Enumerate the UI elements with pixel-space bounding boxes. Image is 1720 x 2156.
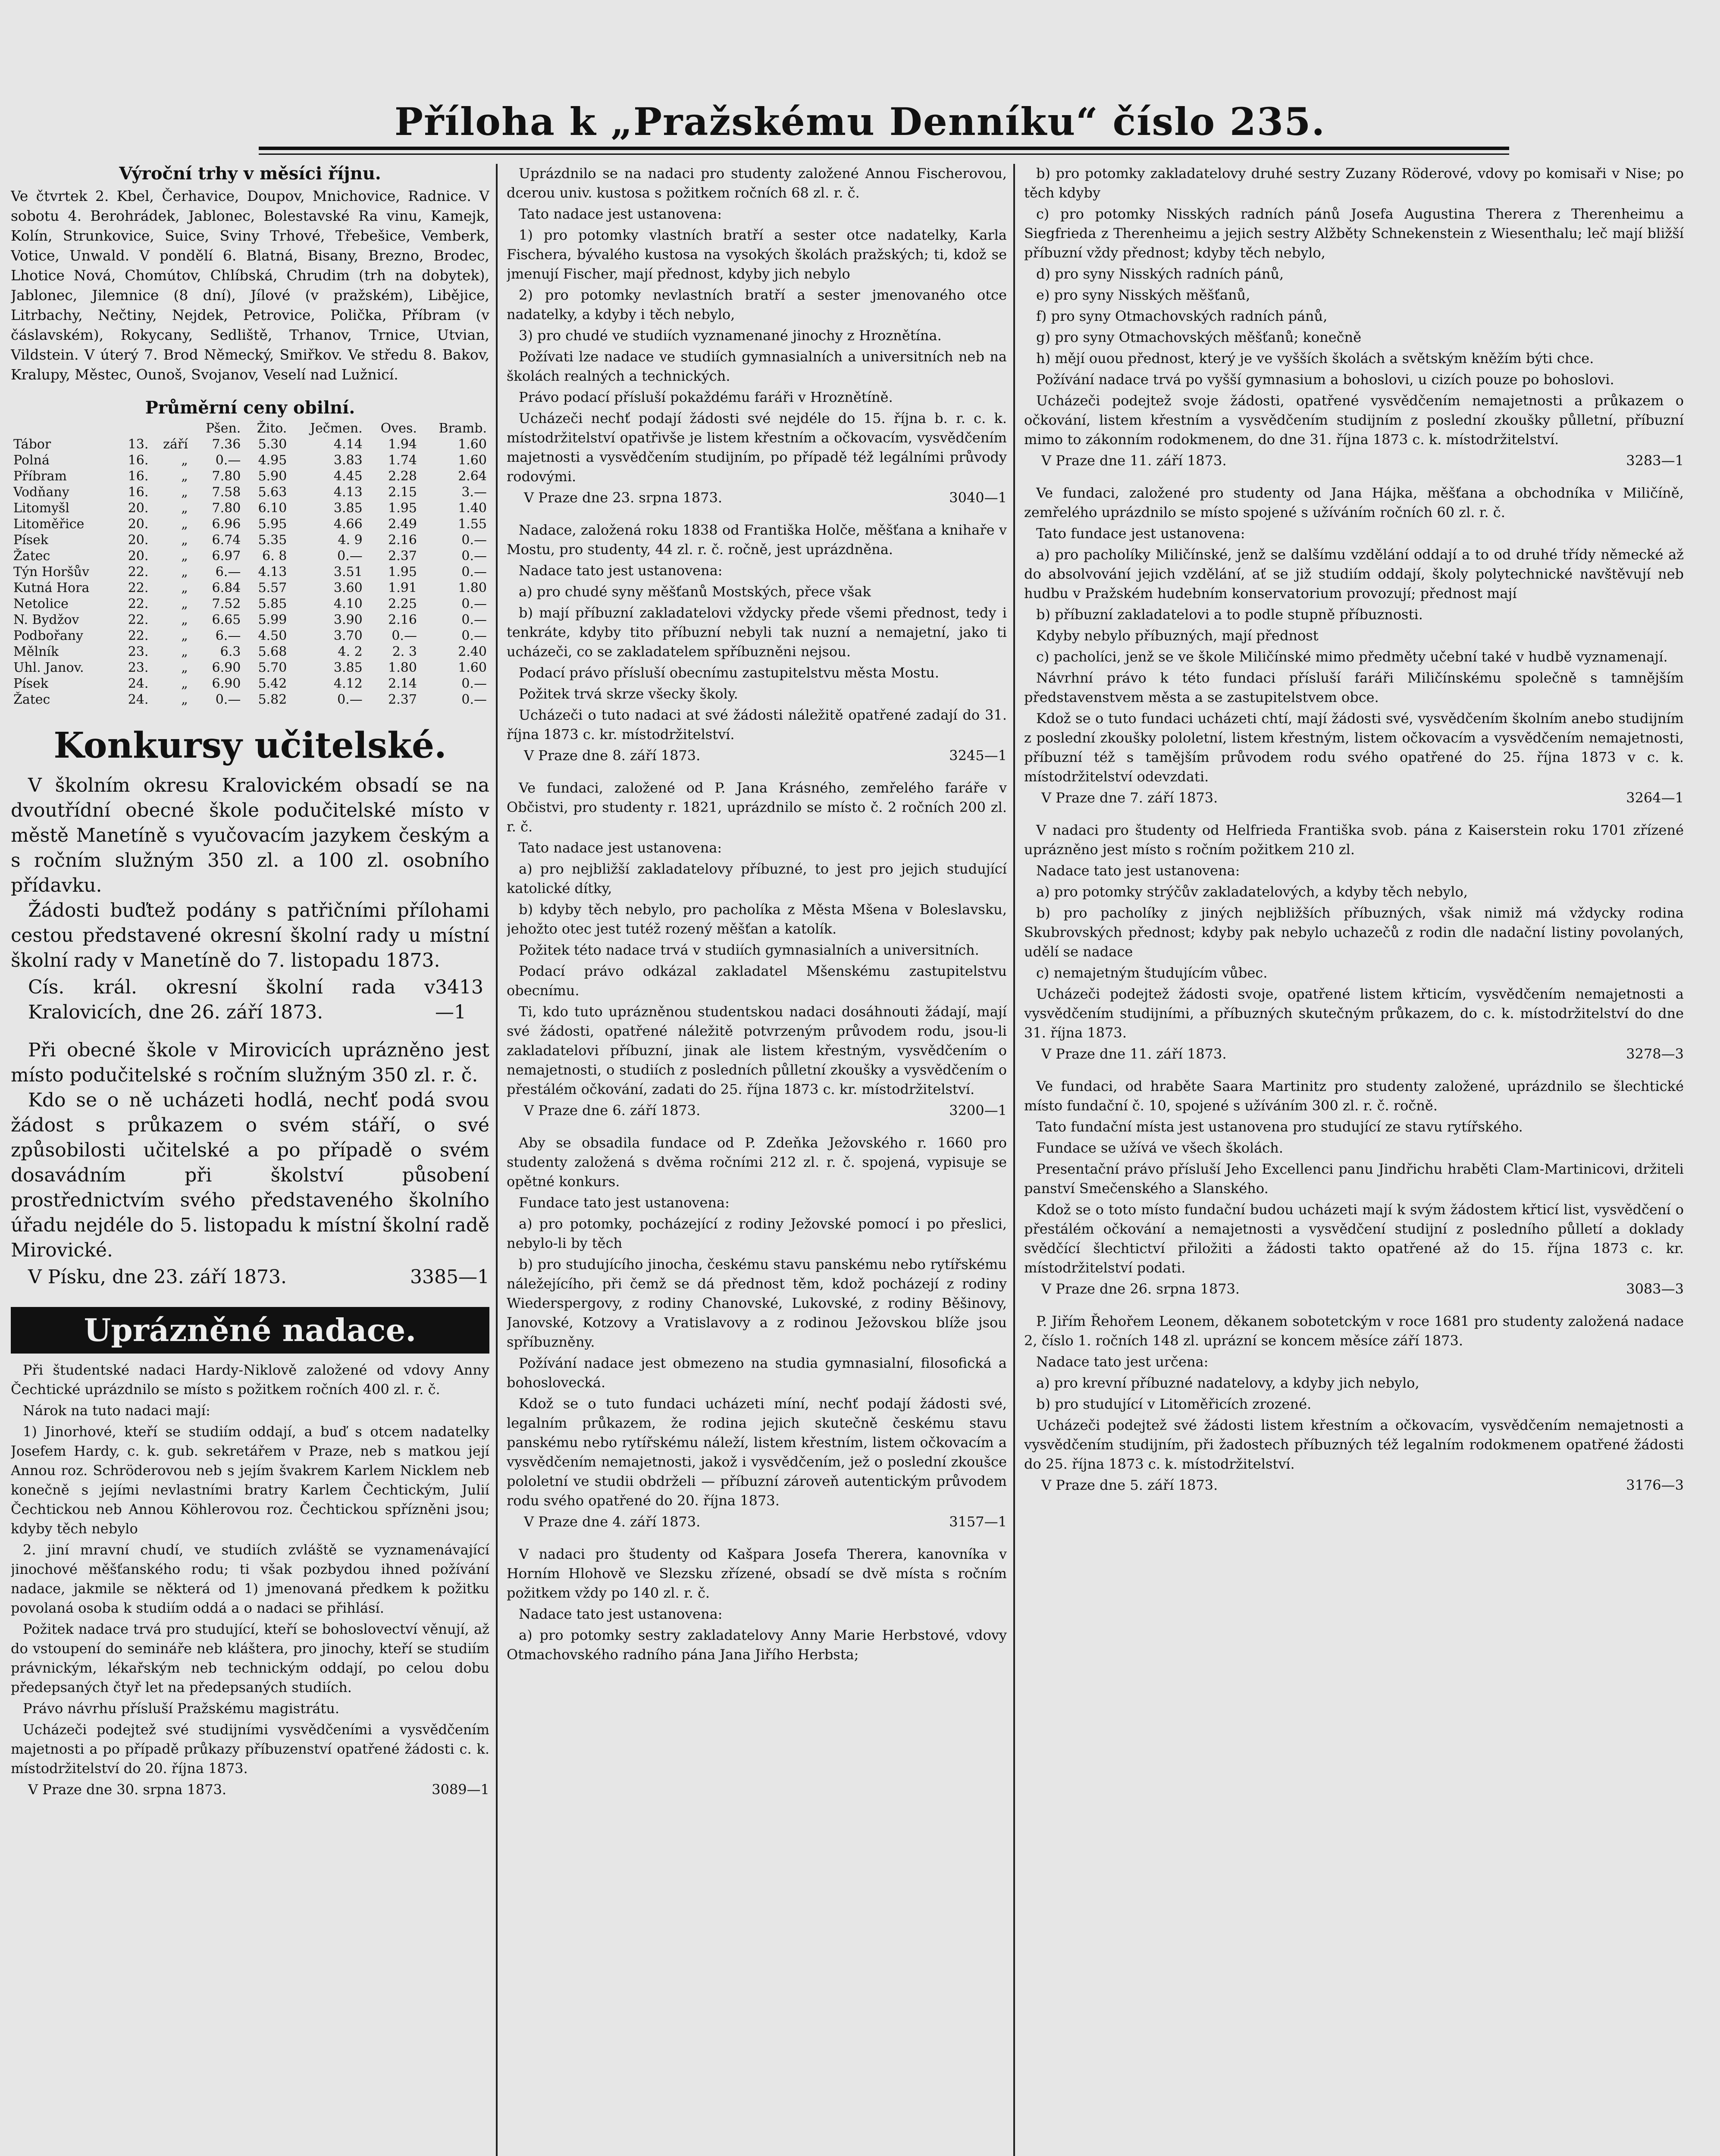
paragraph: 3) pro chudé ve studiích vyznamenané jinochy z Hroznětína. [519,327,942,344]
notice-sign [1024,1279,1684,1299]
paragraph: Podací právo přísluší obecnímu zastupitelstvu města Mostu. [519,664,940,681]
column-divider [1013,164,1015,2156]
prices-cell: 23. [128,660,149,675]
prices-column-header [117,420,191,436]
konkursy-p1: V školním okresu Kralovickém obsadí se na dvoutřídní obecné škole podučitelské místo v městě Manetíně s vyučovacím jazykem českým a s ročním služným 350 zl. a 100 zl. osobního přídavku. [11,774,489,896]
paragraph: b) pro potomky zakladatelovy druhé sestry Zuzany Röderové, vdovy po komisaři v Nise; po těch kdyby [1024,165,1684,201]
paragraph: Ti, kdo tuto uprázněnou studentskou nadaci dosáhnouti žádají, mají své žádosti, opatřené náležitě potvrzeným průvodem rodu, jsou-li zakladatelovi příbuzní, jinak ale listem křestným, vysvědčením o nemajetnosti, o studiích z posledních půlletní zkoušky a vysvědčením o přestálém očkování, zadati do 25. října 1873 c. kr. místodržitelství. [507,1003,1007,1097]
prices-cell: 6.96 [212,517,241,532]
prices-cell: 1.74 [388,453,417,468]
prices-cell: Kutná Hora [13,580,90,595]
prices-cell: 0.— [461,548,487,564]
prices-cell: „ [181,564,188,580]
prices-row [11,548,489,564]
paragraph: Nadace tato jest ustanovena: [1036,862,1240,879]
paragraph: a) pro pacholíky Miličínské, jenž se dalšímu vzdělání oddají a to od druhé třídy německé až do absolvování jejich vzdělání, ať se již studiím oddají, školy polytechnické navštěvují neb hudbu v Pražském hudebním konservatorium provozují; přednost mají [1024,546,1684,602]
paragraph: Ve fundaci, založené pro studenty od Jana Hájka, měšťana a obchodníka v Miličíně, zemřelého uprázdnilo se místo spojené s užíváním ročních 60 zl. r. č. [1024,485,1684,520]
paragraph: 2) pro potomky nevlastních bratří a sester jmenovaného otce nadatelky, a kdyby i těch nebylo, [507,287,1007,323]
paragraph: Požívati lze nadace ve studiích gymnasialních a universitních neb na školách realných a technických. [507,348,1007,384]
prices-cell: 4.13 [333,485,363,500]
paragraph: a) pro potomky sestry zakladatelovy Anny Marie Herbstové, vdovy Otmachovského radního pána Jana Jiřího Herbsta; [507,1627,1007,1663]
notice-sign [507,1101,1007,1120]
prices-cell: 7.58 [212,485,241,500]
konkursy-sign1 [11,975,489,1025]
prices-cell: 4.14 [333,437,363,452]
prices-cell: Žatec [13,692,50,707]
sign-text: V Praze dne 7. září 1873. [1041,790,1218,806]
prices-cell: Písek [13,533,49,548]
paragraph: Ucházeči o tuto nadaci at své žádosti náležitě opatřené zadají do 31. října 1873 c. kr. místodržitelství. [507,707,1007,743]
prices-cell: 7.80 [212,501,241,516]
market-text: Ve čtvrtek 2. Kbel, Čerhavice, Doupov, Mnichovice, Radnice. V sobotu 4. Berohrádek, Jablonec, Bolestavské Ra vinu, Kamejk, Kolín, Strunkovice, Suice, Sviny Trhové, Třebešice, Vemberk, Votice, Unwald. V pondělí 6. Blatná, Bisany, Brezno, Brodec, Lhotice Nová, Chomútov, Chlíbská, Chrudim (trh na dobytek), Jablonec, Jilemnice (8 dní), Jílové (v pražském), Libějice, Litrbachy, Nečtiny, Nejdek, Petrovice, Polička, Příbram (v čáslavském), Rokycany, Sedliště, Trhanov, Trnice, Utvian, Vildstein. V úterý 7. Brod Německý, Smiřkov. Ve středu 8. Bakov, Kralupy, Městec, Ounoš, Svojanov, Veselí nad Lužnicí. [11,188,489,383]
column-2 [507,164,1007,2156]
paragraph: b) pro studující v Litoměřicích zrozené. [1036,1396,1312,1412]
paragraph: Presentační právo přísluší Jeho Excellenci panu Jindřichu hraběti Clam-Martinicovi, držiteli panství Smečenského a Slanského. [1024,1161,1684,1197]
page-title: Příloha k „Pražskému Denníku“ číslo 235. [394,99,1326,144]
prices-cell: 1.60 [458,437,487,452]
prices-cell: 1.80 [458,580,487,595]
prices-cell: 2.14 [388,676,417,691]
paragraph: Nadace tato jest ustanovena: [519,562,723,579]
nadace-hardy [11,1360,489,1799]
paragraph: h) mějí ouou přednost, který je ve vyšších školách a světským kněžím býti chce. [1036,350,1594,367]
prices-cell: „ [181,548,188,564]
prices-cell: 0.— [392,628,417,643]
sign-number: 3413—1 [435,976,483,1023]
column-1 [11,164,489,2156]
sign-text: V Praze dne 26. srpna 1873. [1041,1281,1240,1297]
prices-row [11,564,489,580]
konkursy-heading: Konkursy učitelské. [53,725,447,766]
prices-cell: 5.35 [258,533,287,548]
prices-row [11,452,489,468]
prices-cell: 2.37 [388,548,417,564]
prices-cell: 22. [128,628,149,643]
prices-cell: 3.51 [333,564,363,580]
paragraph: b) pro studujícího jinocha, českému stavu panskému nebo rytířskému náležejícího, při čemž se dá přednost těm, kdož pocházejí z rodiny Wiederspergovy, z rodiny Chanovské, Lukovské, z rodiny Běšinovy, Janovské, Kotzovy a Vratislavovy a z rodinou Ježovskou blíže jsou spříbuzněny. [507,1256,1007,1350]
paragraph: Nadace tato jest ustanovena: [519,1606,723,1622]
prices-cell: 4.45 [333,469,363,484]
konkursy-sign2 [11,1265,489,1290]
paragraph: c) pacholíci, jenž se ve škole Miličínské mimo předměty učební také v hudbě vyznamenají. [1036,649,1668,665]
notice-sign [1024,788,1684,808]
sign-number: 3264—1 [1626,790,1684,806]
prices-cell: 1.60 [458,660,487,675]
paragraph: Nadace, založená roku 1838 od Františka Holče, měšťana a knihaře v Mostu, pro studenty, 44 zl. r. č. ročně, jest uprázdněna. [507,522,1007,558]
paragraph: c) pro potomky Nisských radních pánů Josefa Augustina Therera z Therenheimu a Siegfrieda z Therenheimu a jejich sestry Alžběty Schnekenstein z Wiesenthalu; leč mají bližší příbuzní vždy přednost; kdyby těch nebylo, [1024,206,1684,261]
notice-sign [1024,451,1684,470]
column-3 [1024,164,1684,2156]
prices-cell: 6.97 [212,548,241,564]
prices-cell: 0.— [461,596,487,611]
prices-cell: 6. 8 [262,548,287,564]
market-heading: Výroční trhy v měsíci říjnu. [119,164,381,184]
konkursy-section [11,773,489,1290]
prices-cell: „ [181,660,188,675]
paragraph: Ve fundaci, od hraběte Saara Martinitz pro studenty založené, uprázdnilo se šlechtické místo fundační č. 10, spojené s užíváním 300 zl. r. č. ročně. [1024,1078,1684,1114]
header-rule-thin [259,154,1509,155]
konkursy-p3: Při obecné škole v Mirovicích uprázněno jest místo podučitelské s ročním služným 350 zl. r. č. [11,1039,489,1086]
konkursy-p2: Žádosti buďtež podány s patřičními přílohami cestou představené okresní školní rady u místní školní rady v Manetíně do 7. listopadu 1873. [11,899,489,971]
prices-cell: 22. [128,564,149,580]
prices-cell: Litoměřice [13,517,85,532]
prices-row [11,500,489,516]
sign-text: V Praze dne 6. září 1873. [524,1102,701,1119]
prices-cell: 0.— [461,692,487,707]
notice-sign [507,746,1007,765]
prices-cell: 2.16 [388,612,417,627]
prices-cell: 2.37 [388,692,417,707]
prices-cell: „ [181,644,188,659]
paragraph: Ucházeči podejtež žádosti svoje, opatřené listem křticím, vysvědčením nemajetnosti a vysvědčením studijními, a příbuzných skutečným průkazem, do c. k. místodržitelství do dne 31. října 1873. [1024,986,1684,1041]
prices-column-header: Bramb. [439,421,487,436]
sign-text: V Praze dne 8. září 1873. [524,747,701,764]
prices-row [11,660,489,676]
prices-cell: 6.— [215,564,241,580]
prices-cell: Písek [13,676,49,691]
sign-text: V Praze dne 5. září 1873. [1041,1477,1218,1493]
prices-cell: 1.60 [458,453,487,468]
prices-cell: 1.91 [388,580,417,595]
prices-cell: 1.80 [388,660,417,675]
paragraph: Kdož se o toto místo fundační budou ucházeti mají k svým žádostem křticí list, vysvědčení o přestálém očkování a nemajetnosti a vysvědčení studijní z posledního půlletí a doklady svědčící šlechtictví přiložiti a žádosti takto opatřené až do 15. října 1873 c. kr. místodržitelství podati. [1024,1201,1684,1276]
prices-row [11,436,489,452]
paragraph: b) příbuzní zakladatelovi a to podle stupně příbuznosti. [1036,606,1423,623]
prices-cell: 5.85 [258,596,287,611]
prices-cell: 1.94 [388,437,417,452]
sign-number: 3157—1 [949,1514,1007,1530]
prices-cell: 2.49 [388,517,417,532]
paragraph: e) pro syny Nisských měšťanů, [1036,287,1250,303]
prices-cell: 5.99 [258,612,287,627]
paragraph: Fundace tato jest ustanovena: [519,1194,730,1211]
paragraph: V nadaci pro študenty od Kašpara Josefa Therera, kanovníka v Horním Hlohově ve Slezsku zřízené, obsadí se dvě místa s ročním požitkem vždy po 140 zl. r. č. [507,1546,1007,1601]
prices-cell: 6.74 [212,533,241,548]
prices-cell: 1.40 [458,501,487,516]
prices-cell: 0.— [337,692,363,707]
paragraph: P. Jiřím Řehořem Leonem, děkanem sobotetckým v roce 1681 pro studenty založená nadace 2, číslo 1. ročních 148 zl. uprázní se koncem měsíce září 1873. [1024,1313,1684,1349]
paragraph: 2. jiní mravní chudí, ve studiích zvláště se vyznamenávající jinochové měšťanského rodu; ti však pozbydou ihned požívání nadace, jakmile se některá od 1) jmenovaná předkem k požitku povolaná osoba k studiím oddá a o nadaci se přihlásí. [11,1542,489,1616]
prices-cell: 6.65 [212,612,241,627]
paragraph: Požívání nadace trvá po vyšší gymnasium a bohoslovi, u cizích pouze po bohoslovi. [1036,371,1614,388]
paragraph: 1) pro potomky vlastních bratří a sester otce nadatelky, Karla Fischera, bývalého kustosa na vysokých školách pražských; ti, kdož se jmenují Fischer, mají přednost, kdyby jich nebylo [507,227,1007,282]
paragraph: Požitek této nadace trvá v studiích gymnasialních a universitních. [519,942,979,958]
paragraph: b) mají příbuzní zakladatelovi vždycky přede všemi přednost, tedy i tenkráte, kdyby tito příbuzní nebyli tak nuzní a nemajetní, jako ti ucházeči, co se zakladatelem spříbuzněni nejsou. [507,605,1007,660]
paragraph: V nadaci pro študenty od Helfrieda Františka svob. pána z Kaiserstein roku 1701 zřízené uprázněno jest místo s ročním požitkem 210 zl. [1024,822,1684,858]
prices-cell: 3.90 [333,612,363,627]
prices-cell: 6.3 [220,644,241,659]
prices-row [11,468,489,484]
prices-cell: „ [181,596,188,611]
paragraph: Tato fundační místa jest ustanovena pro studující ze stavu rytířského. [1036,1119,1523,1135]
paragraph: Tato nadace jest ustanovena: [519,840,722,856]
prices-column-header [11,420,117,436]
prices-cell: 22. [128,596,149,611]
prices-cell: 4.66 [333,517,363,532]
prices-cell: 13. [128,437,149,452]
paragraph: g) pro syny Otmachovských měšťanů; konečně [1036,329,1362,345]
paragraph: Tato fundace jest ustanovena: [1036,525,1245,542]
prices-cell: „ [181,692,188,707]
prices-column-header: Pšen. [205,421,241,436]
paragraph: Aby se obsadila fundace od P. Zdeňka Ježovského r. 1660 pro studenty založená s dvěma ročními 212 zl. r. č. spojená, vypisuje se opětné konkurs. [507,1134,1007,1190]
prices-cell: 0.— [461,676,487,691]
prices-cell: 1.55 [458,517,487,532]
prices-column-header: Oves. [380,421,417,436]
prices-cell: 0.— [461,564,487,580]
paragraph: Kdož se o tuto fundaci ucházeti chtí, mají žádosti své, vysvědčením školním anebo studijním z poslední zkoušky pololetní, listem křestným, listem očkovacím a vysvědčením nemajetnosti, příbuzní též s tamějším průvodem rodu svého opatřené do 25. října 1873 v c. k. místodržitelství odevzdati. [1024,710,1684,785]
prices-cell: 4. 2 [338,644,363,659]
prices-row [11,532,489,548]
paragraph: a) pro potomky, pocházející z rodiny Ježovské pomocí i po přeslici, nebylo-li by těch [507,1216,1007,1251]
prices-cell: 20. [128,501,149,516]
sign-number: 3083—3 [1626,1281,1684,1297]
paragraph: Ucházeči podejtež své žádosti listem křestním a očkovacím, vysvědčením nemajetnosti a vysvědčením studijním, při žadostech příbuzných též legalním rodokmenem opatřené žádosti do 25. října 1873 c. k. místodržitelství. [1024,1417,1684,1472]
prices-cell: 4.95 [258,453,287,468]
prices-cell: 24. [128,692,149,707]
paragraph: Právo podací přísluší pokaždému faráři v Hroznětíně. [519,389,893,405]
prices-heading: Průměrní ceny obilní. [145,398,355,418]
sign-text: V Praze dne 11. září 1873. [1041,1046,1227,1062]
prices-cell: 0.— [215,453,241,468]
prices-row [11,628,489,644]
prices-cell: Podbořany [13,628,83,643]
notice-sign [1024,1476,1684,1495]
prices-row [11,516,489,532]
prices-cell: září [163,437,188,452]
prices-cell: 0.— [461,612,487,627]
prices-cell: 0.— [461,628,487,643]
prices-cell: 5.90 [258,469,287,484]
prices-cell: 20. [128,517,149,532]
prices-row [11,580,489,596]
prices-cell: Příbram [13,469,67,484]
paragraph: Kdyby nebylo příbuzných, mají přednost [1036,627,1319,644]
prices-cell: Tábor [13,437,51,452]
header-rule [259,147,1509,150]
prices-section [11,398,489,708]
paragraph: c) nemajetným študujícím vůbec. [1036,965,1268,981]
prices-cell: 4.10 [333,596,363,611]
prices-cell: „ [181,501,188,516]
prices-cell: 7.52 [212,596,241,611]
prices-cell: „ [181,628,188,643]
prices-cell: 6.84 [212,580,241,595]
prices-cell: 7.36 [212,437,241,452]
prices-cell: 23. [128,644,149,659]
prices-cell: 0.— [461,533,487,548]
paragraph: a) pro potomky strýčův zakladatelových, a kdyby těch nebylo, [1036,884,1468,900]
sign-text: V Praze dne 23. srpna 1873. [524,489,723,506]
paragraph: a) pro chudé syny měšťanů Mostských, přece však [519,583,871,600]
prices-cell: 6.90 [212,660,241,675]
prices-row [11,484,489,500]
prices-cell: 2.28 [388,469,417,484]
prices-cell: Uhl. Janov. [13,660,84,675]
prices-cell: 5.42 [258,676,287,691]
prices-cell: 6.— [215,628,241,643]
prices-cell: „ [181,676,188,691]
prices-cell: N. Bydžov [13,612,79,627]
paragraph: Ucházeči podejtež svoje žádosti, opatřené vysvědčením nemajetnosti a průkazem o očkování, listem křestním a vysvědčením studijním z poslední zkoušky půlletní, příbuzní mimo to zákonním rodokmenem, do dne 31. října 1873 c. k. místodržitelství. [1024,392,1684,448]
prices-column-header: Žito. [257,421,287,436]
paragraph: Fundace se užívá ve všech školách. [1036,1140,1283,1156]
prices-cell: 20. [128,533,149,548]
prices-row [11,612,489,628]
sign-number: 3283—1 [1626,452,1684,469]
prices-cell: Týn Horšův [13,564,90,580]
prices-cell: 20. [128,548,149,564]
sign-number: 3176—3 [1626,1477,1684,1493]
prices-cell: 22. [128,612,149,627]
prices-row [11,644,489,660]
prices-row [11,692,489,708]
prices-cell: 3.60 [333,580,363,595]
paragraph: 1) Jinorhové, kteří se studiím oddají, a buď s otcem nadatelky Josefem Hardy, c. k. gub. sekretářem v Praze, neb s matkou její Annou roz. Schröderovou neb s jejím švakrem Karlem Nicklem neb konečně s jejími nevlastními bratry Karlem Čechtickým, Julií Čechtickou neb Annou Köhlerovou roz. Čechtickou spřízněni jsou; kdyby těch nebylo [11,1423,489,1537]
prices-cell: „ [181,469,188,484]
prices-table [11,420,489,708]
market-section [11,164,489,385]
prices-cell: 2.64 [458,469,487,484]
column-divider [496,164,498,2156]
prices-cell: 2.25 [388,596,417,611]
paragraph: Nárok na tuto nadaci mají: [23,1402,210,1419]
prices-cell: Mělník [13,644,59,659]
paragraph: Nadace tato jest určena: [1036,1354,1209,1370]
prices-cell: 5.95 [258,517,287,532]
notice-sign [1024,1044,1684,1064]
prices-row [11,596,489,612]
prices-cell: 3.70 [333,628,363,643]
prices-cell: 4.12 [333,676,363,691]
paragraph: Ucházeči nechť podají žádosti své nejdéle do 15. října b. r. c. k. místodržitelství opatřivše je listem křestním a očkovacím, vysvědčením majetnosti a vysvědčením studijním, po případě též legálními průvody rodovými. [507,410,1007,485]
paragraph: Ve fundaci, založené od P. Jana Krásného, zemřelého faráře v Občistvi, pro studenty r. 1821, uprázdnilo se místo č. 2 ročních 200 zl. r. č. [507,780,1007,835]
prices-cell: Vodňany [13,485,69,500]
prices-cell: 1.95 [388,564,417,580]
sign-number: 3385—1 [410,1266,489,1288]
prices-cell: 4. 9 [338,533,363,548]
sign-number: 3245—1 [949,747,1007,764]
prices-cell: 5.30 [258,437,287,452]
prices-cell: 0.— [337,548,363,564]
notice-sign [11,1780,489,1799]
prices-cell: 16. [128,485,149,500]
prices-cell: 2. 3 [392,644,417,659]
prices-cell: 2.16 [388,533,417,548]
prices-cell: „ [181,612,188,627]
prices-cell: „ [181,580,188,595]
paragraph: b) pro pacholíky z jiných nejbližších příbuzných, však nimiž má vždycky rodina Skubrovských přednost; kdyby pak nebylo uchazečů z rodin dle nadační listiny povolaných, udělí se nadace [1024,905,1684,960]
prices-cell: 3.85 [333,501,363,516]
paragraph: Podací právo odkázal zakladatel Mšenskému zastupitelstvu obecnímu. [507,963,1007,999]
prices-cell: 5.68 [258,644,287,659]
paragraph: Požitek nadace trvá pro studující, kteří se bohoslovectví věnují, až do vstoupení do semináře neb kláštera, pro jinochy, kteří se studiím právnickým, lékařským neb technickým oddají, po celou dobu předepsaných čtyř let na předepsaných studiích. [11,1621,489,1695]
prices-cell: 6.90 [212,676,241,691]
prices-cell: 22. [128,580,149,595]
sign-text: V Praze dne 11. září 1873. [1041,452,1227,469]
prices-cell: 5.70 [258,660,287,675]
sign-number: 3200—1 [949,1102,1007,1119]
paragraph: Návrhní právo k této fundaci přísluší faráři Miličínskému společně s tamnějším představenstvem města a se zastupitelstvem obce. [1024,670,1684,705]
prices-cell: „ [181,517,188,532]
prices-cell: Žatec [13,548,50,564]
sign-text: Cís. král. okresní školní rada v Kralovicích, dne 26. září 1873. [28,976,435,1023]
sign-number: 3278—3 [1626,1046,1684,1062]
prices-row [11,676,489,692]
prices-cell: 16. [128,469,149,484]
paragraph: b) kdyby těch nebylo, pro pacholíka z Města Mšena v Boleslavsku, jehožto otec jest tutéž rozený měšťan a katolík. [507,901,1007,937]
prices-cell: 3.83 [333,453,363,468]
paragraph: Právo návrhu přísluší Pražskému magistrátu. [23,1700,340,1717]
paragraph: f) pro syny Otmachovských radních pánů, [1036,308,1328,324]
prices-cell: 5.57 [258,580,287,595]
prices-column-header: Ječmen. [310,421,363,436]
prices-cell: Litomyšl [13,501,70,516]
sign-text: V Praze dne 30. srpna 1873. [28,1781,227,1798]
notice-sign [507,1512,1007,1532]
prices-cell: 3.85 [333,660,363,675]
paragraph: Tato nadace jest ustanovena: [519,206,722,222]
prices-cell: 16. [128,453,149,468]
konkursy-p4: Kdo se o ně ucházeti hodlá, nechť podá svou žádost s průkazem o svém stáří, o své způsobilosti učitelské a po případě o svém dosavádním při školství působení prostřednictvím svého představeného školního úřadu nejdéle do 5. listopadu k místní školní radě Mirovické. [11,1089,489,1261]
paragraph: Uprázdnilo se na nadaci pro studenty založené Annou Fischerovou, dcerou univ. kustosa s požitkem ročních 68 zl. r. č. [507,165,1007,201]
sign-number: 3040—1 [949,489,1007,506]
paragraph: a) pro nejbližší zakladatelovy příbuzné, to jest pro jejich studující katolické dítky, [507,861,1007,896]
prices-cell: 6.10 [258,501,287,516]
prices-cell: „ [181,453,188,468]
prices-cell: 24. [128,676,149,691]
paragraph: Požívání nadace jest obmezeno na studia gymnasialní, filosofická a bohoslovecká. [507,1355,1007,1391]
notice-sign [507,488,1007,508]
prices-cell: 0.— [215,692,241,707]
prices-cell: 5.63 [258,485,287,500]
paragraph: Kdož se o tuto fundaci ucházeti míní, nechť podají žádosti své, legalním průkazem, že rodina jejich skutečně českému stavu panskému nebo rytířskému náleží, listem křestním, listem očkovacím a vysvědčením nemajetnosti, jakož i vysvědčením, jež o poslední zkoušce pololetní ve studii obdrželi — příbuzní zároveň autentickým průvodem rodu svého opatřené do 20. října 1873. [507,1395,1007,1509]
paragraph: Požitek trvá skrze všecky školy. [519,686,738,702]
prices-cell: „ [181,533,188,548]
nadace-heading: Uprázněné nadace. [11,1307,489,1354]
prices-cell: 5.82 [258,692,287,707]
paragraph: Při študentské nadaci Hardy-Niklově založené od vdovy Anny Čechtické uprázdnilo se místo s požitkem ročních 400 zl. r. č. [11,1362,489,1398]
paragraph: Ucházeči podejtež své studijními vysvědčeními a vysvědčením majetnosti a po případě průkazy příbuzenství opatřené žádosti c. k. místodržitelství do 20. října 1873. [11,1721,489,1777]
prices-cell: 2.15 [388,485,417,500]
prices-cell: 1.95 [388,501,417,516]
prices-cell: 4.50 [258,628,287,643]
prices-cell: „ [181,485,188,500]
prices-cell: 2.40 [458,644,487,659]
paragraph: a) pro krevní příbuzné nadatelovy, a kdyby jich nebylo, [1036,1375,1419,1391]
prices-cell: Netolice [13,596,69,611]
prices-cell: 3.— [461,485,487,500]
paragraph: d) pro syny Nisských radních pánů, [1036,266,1284,282]
prices-cell: 4.13 [258,564,287,580]
sign-text: V Písku, dne 23. září 1873. [28,1266,287,1288]
sign-text: V Praze dne 4. září 1873. [524,1514,701,1530]
prices-cell: 7.80 [212,469,241,484]
prices-cell: Polná [13,453,50,468]
sign-number: 3089—1 [432,1781,489,1798]
